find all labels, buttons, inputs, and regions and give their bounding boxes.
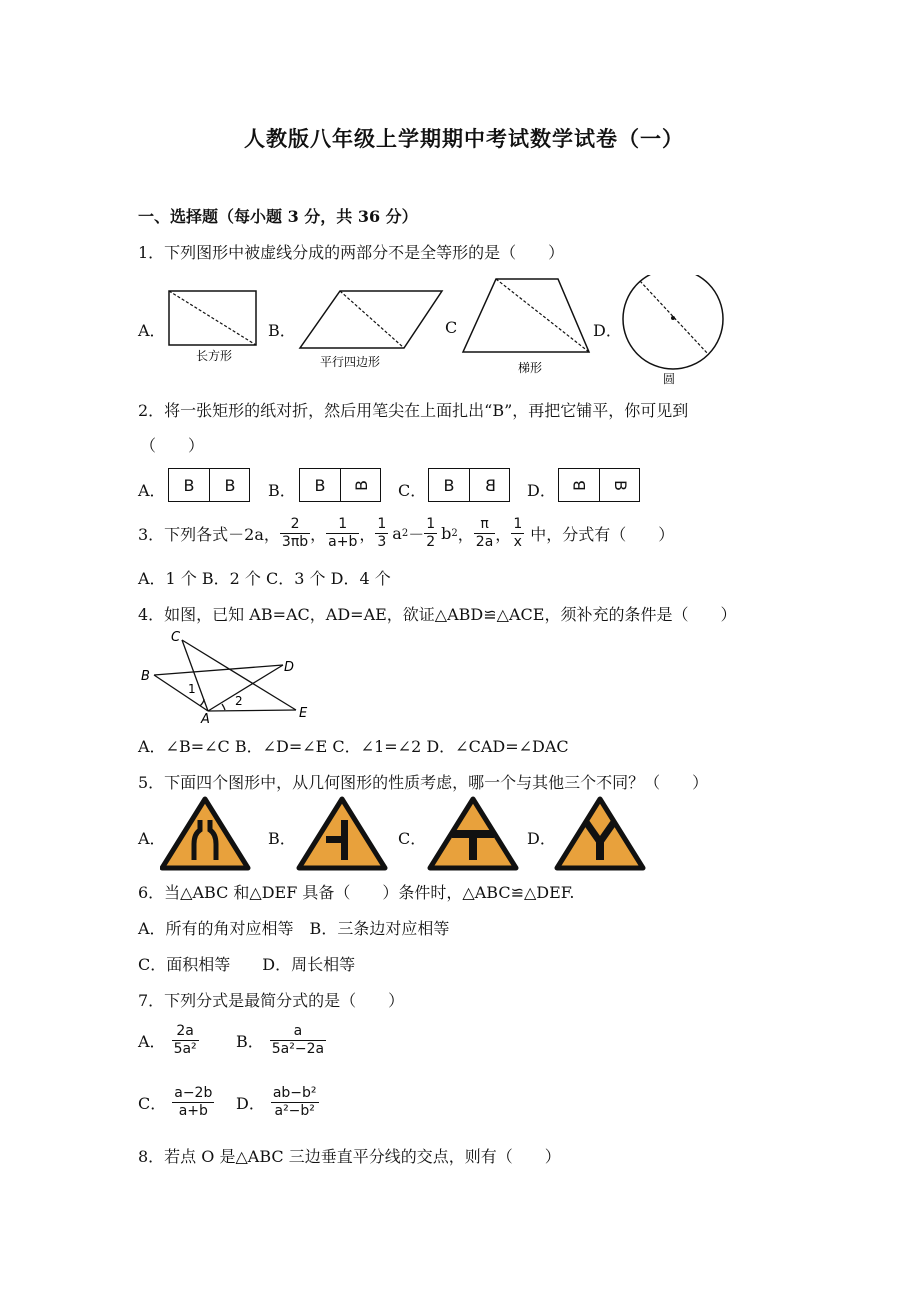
- svg-text:1: 1: [188, 682, 196, 696]
- q5-option-d-label: D．: [527, 829, 556, 848]
- fraction: $\frac{\pi}{2a}$: [475, 515, 494, 550]
- q1-option-c-label: C: [445, 318, 458, 337]
- rectangle-figure: [169, 291, 256, 345]
- q2-option-d-label: D．: [527, 481, 556, 500]
- caption-rectangle: 长方形: [196, 349, 233, 363]
- parallelogram-figure: [300, 291, 442, 348]
- fraction: $\frac{1}{2}$: [426, 515, 436, 550]
- letter-b-rotated: B: [340, 469, 381, 501]
- fraction: $\frac{1}{3}$: [377, 515, 387, 550]
- letter-b-rotated: B: [569, 479, 589, 491]
- question-3-stem: 3．下列各式－2a， $\frac{2}{3\pi b}$ ， $\frac{1}{a+b}$ ， $\frac{1}{3}$ a 2 － $\frac{1}{2}$ b 2 ， $\frac{\pi}{2a}$ ， $\frac{1}{x}$ 中，分式有（ ）: [138, 515, 675, 550]
- letter-b: B: [314, 475, 326, 495]
- q2-option-c-figure: [428, 468, 510, 502]
- q2-option-b-figure: [299, 468, 381, 502]
- q2-option-a-label: A．: [138, 481, 166, 500]
- q5-option-b-label: B．: [268, 829, 296, 848]
- fraction: $\frac{1}{x}$: [513, 515, 523, 550]
- question-1-stem: 1．下列图形中被虚线分成的两部分不是全等形的是（ ）: [138, 243, 565, 262]
- svg-text:E: E: [299, 706, 308, 721]
- q1-option-b-label: B．: [268, 321, 296, 340]
- question-6-options-1: A．所有的角对应相等 B．三条边对应相等: [138, 919, 450, 938]
- q1-figures: [160, 275, 740, 390]
- svg-text:A: A: [201, 712, 210, 725]
- letter-b: B: [183, 475, 195, 495]
- q2-option-a-figure: [168, 468, 250, 502]
- question-2-stem-cont: （ ）: [140, 436, 205, 455]
- q1-option-d-label: D．: [593, 321, 622, 340]
- section-heading: 一、选择题（每小题 3 分，共 36 分）: [138, 207, 418, 226]
- letter-b: B: [209, 469, 250, 501]
- question-4-options: A．∠B=∠C B．∠D=∠E C．∠1=∠2 D．∠CAD=∠DAC: [138, 737, 569, 756]
- q7-option-c: C． $\frac{a-2b}{a+b}$: [138, 1084, 213, 1119]
- q2-option-c-label: C．: [398, 481, 427, 500]
- question-3-options: A．1 个 B．2 个 C．3 个 D．4 个: [138, 569, 391, 588]
- caption-circle: 圆: [663, 372, 676, 386]
- caption-parallelogram: 平行四边形: [320, 355, 381, 369]
- q1-option-a-label: A．: [138, 321, 166, 340]
- q4-triangle-figure: [138, 625, 328, 725]
- letter-b-rotated: B: [599, 469, 640, 501]
- q2-option-d-figure: [558, 468, 640, 502]
- q5-option-a-label: A．: [138, 829, 166, 848]
- q5-option-c-label: C．: [398, 829, 427, 848]
- question-7-stem: 7．下列分式是最简分式的是（ ）: [138, 991, 405, 1010]
- q7-option-d: D． $\frac{\text{ab−b²}}{\text{a²−b²}}$: [236, 1084, 317, 1119]
- caption-trapezoid: 梯形: [518, 361, 543, 375]
- question-5-stem: 5．下面四个图形中，从几何图形的性质考虑，哪一个与其他三个不同？（ ）: [138, 773, 709, 792]
- fraction: $\frac{1}{a+b}$: [328, 515, 358, 550]
- svg-text:C: C: [171, 630, 181, 645]
- q5-signs: [160, 796, 650, 872]
- svg-text:D: D: [284, 660, 295, 675]
- y-junction-sign-icon: [557, 799, 643, 868]
- question-2-stem: 2．将一张矩形的纸对折，然后用笔尖在上面扎出“B”，再把它铺平，你可见到: [138, 401, 689, 420]
- page-title: 人教版八年级上学期期中考试数学试卷（一）: [244, 126, 684, 151]
- question-4-stem: 4．如图，已知 AB=AC，AD=AE，欲证△ABD≌△ACE，须补充的条件是（ ）: [138, 605, 737, 624]
- q2-option-b-label: B．: [268, 481, 296, 500]
- q7-option-b: B． $\frac{a}{\text{5a²−2a}}$: [236, 1022, 325, 1057]
- circle-figure: [623, 275, 723, 369]
- question-6-options-2: C．面积相等 D．周长相等: [138, 955, 356, 974]
- question-8-stem: 8．若点 O 是△ABC 三边垂直平分线的交点，则有（ ）: [138, 1147, 561, 1166]
- letter-b: B: [443, 475, 455, 495]
- question-6-stem: 6．当△ABC 和△DEF 具备（ ）条件时，△ABC≌△DEF.: [138, 883, 575, 902]
- side-road-sign-icon: [299, 799, 385, 868]
- svg-text:2: 2: [235, 694, 243, 708]
- svg-text:B: B: [141, 669, 150, 684]
- fraction: $\frac{2}{3\pi b}$: [281, 515, 309, 550]
- t-junction-sign-icon: [430, 799, 516, 868]
- road-narrows-sign-icon: [162, 799, 248, 868]
- q7-option-a: A． $\frac{2a}{\text{5a²}}$: [138, 1022, 197, 1057]
- letter-b-mirrored: B: [469, 469, 510, 501]
- trapezoid-figure: [463, 279, 589, 352]
